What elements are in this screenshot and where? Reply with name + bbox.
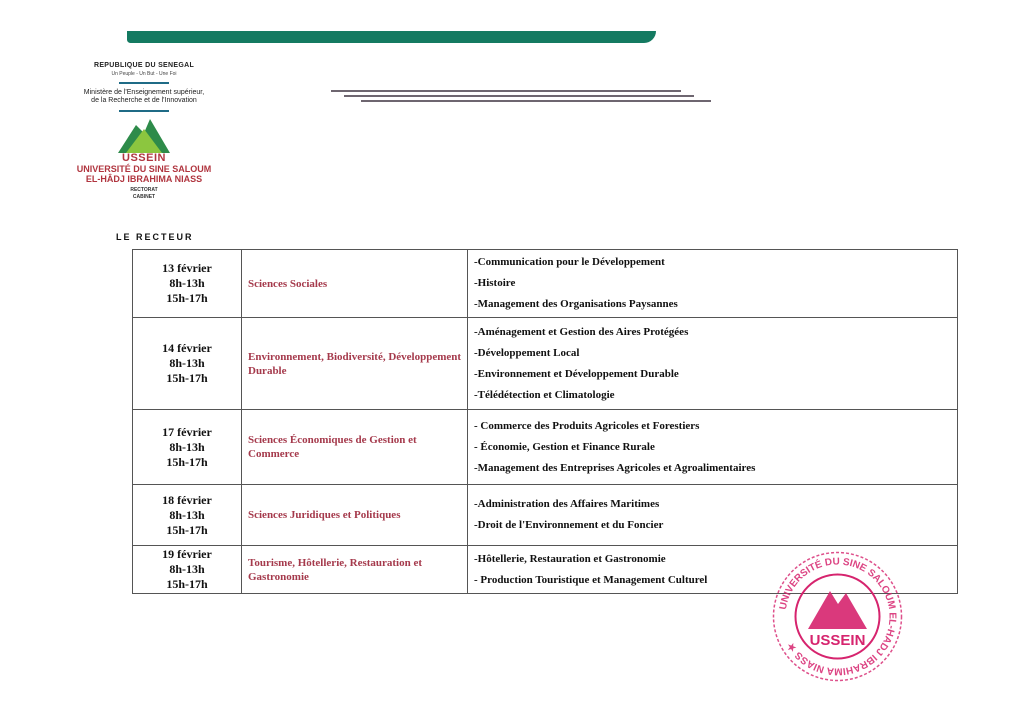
time-slot: 8h-13h [169, 507, 205, 522]
time-slot: 15h-17h [166, 371, 208, 385]
decorative-line [331, 90, 681, 92]
time-slot: 8h-13h [169, 562, 205, 576]
decorative-line [361, 100, 711, 102]
official-stamp-icon [770, 549, 905, 684]
decorative-line [344, 95, 694, 97]
programs-cell [468, 485, 958, 546]
program-item: -Environnement et Développement Durable [474, 367, 679, 380]
program-item: -Droit de l'Environnement et du Foncier [474, 519, 664, 531]
program-item: - Commerce des Produits Agricoles et Forestiers [474, 419, 700, 432]
office-line-2: CABINET [132, 194, 156, 200]
time-slot: 8h-13h [169, 439, 205, 454]
svg-text:UNIVERSITÉ DU SINE SALOUM EL-H: UNIVERSITÉ DU SINE SALOUM EL-HADJ IBRAHIMA NIASS ★ [777, 556, 898, 677]
mountain-logo-icon [116, 117, 172, 153]
time-slot: 15h-17h [166, 454, 208, 469]
field-cell: Sciences Sociales [242, 250, 468, 318]
programs-cell [468, 318, 958, 410]
program-item: - Production Touristique et Management Culturel [474, 573, 708, 586]
program-item: -Histoire [474, 277, 516, 289]
table-row [133, 410, 958, 485]
date: 19 février [162, 547, 212, 561]
date: 14 février [162, 341, 212, 355]
program-item: -Télédétection et Climatologie [474, 388, 615, 401]
letterhead [70, 62, 218, 201]
table-row [133, 250, 958, 318]
time-slot: 15h-17h [166, 291, 208, 305]
field-cell: Sciences Économiques de Gestion et Commerce [242, 410, 468, 485]
date-cell [133, 546, 242, 594]
header-green-bar [127, 31, 656, 43]
program-item: -Management des Organisations Paysannes [474, 298, 678, 310]
program-item: -Développement Local [474, 346, 580, 359]
motto: Un Peuple - Un But - Une Foi [111, 71, 177, 77]
signatory-title: LE RECTEUR [116, 232, 194, 242]
programs-cell [468, 250, 958, 318]
office-line-1: RECTORAT [130, 187, 158, 193]
ministry-line-2: de la Recherche et de l'Innovation [91, 97, 197, 104]
table-row [133, 485, 958, 546]
time-slot: 8h-13h [169, 356, 205, 370]
time-slot: 8h-13h [169, 276, 205, 290]
divider [119, 82, 169, 84]
university-name-1: UNIVERSITÉ DU SINE SALOUM [76, 164, 212, 174]
date: 13 février [162, 261, 212, 275]
table-row [133, 318, 958, 410]
date-cell [133, 318, 242, 410]
logo-text: USSEIN [122, 152, 166, 164]
schedule-table [132, 249, 958, 594]
stamp-text: USSEIN [809, 632, 866, 649]
program-item: -Administration des Affaires Maritimes [474, 498, 660, 510]
date-cell [133, 410, 242, 485]
field-cell: Environnement, Biodiversité, Développement Durable [242, 318, 468, 410]
date-cell [133, 250, 242, 318]
field-cell: Tourisme, Hôtellerie, Restauration et Gastronomie [242, 546, 468, 594]
time-slot: 15h-17h [166, 577, 208, 591]
program-item: -Communication pour le Développement [474, 256, 665, 268]
republic-title: REPUBLIQUE DU SENEGAL [93, 62, 195, 69]
date: 18 février [162, 492, 212, 507]
date-cell [133, 485, 242, 546]
program-item: -Hôtellerie, Restauration et Gastronomie [474, 552, 666, 565]
program-item: -Management des Entreprises Agricoles et Agroalimentaires [474, 461, 756, 474]
university-name-2: EL-HÂDJ IBRAHIMA NIASS [85, 174, 203, 184]
time-slot: 15h-17h [166, 522, 208, 537]
program-item: -Aménagement et Gestion des Aires Protégées [474, 325, 689, 338]
divider [119, 110, 169, 112]
program-item: - Économie, Gestion et Finance Rurale [474, 440, 655, 453]
ministry-line-1: Ministère de l'Enseignement supérieur, [83, 89, 205, 96]
programs-cell [468, 410, 958, 485]
date: 17 février [162, 424, 212, 439]
field-cell: Sciences Juridiques et Politiques [242, 485, 468, 546]
